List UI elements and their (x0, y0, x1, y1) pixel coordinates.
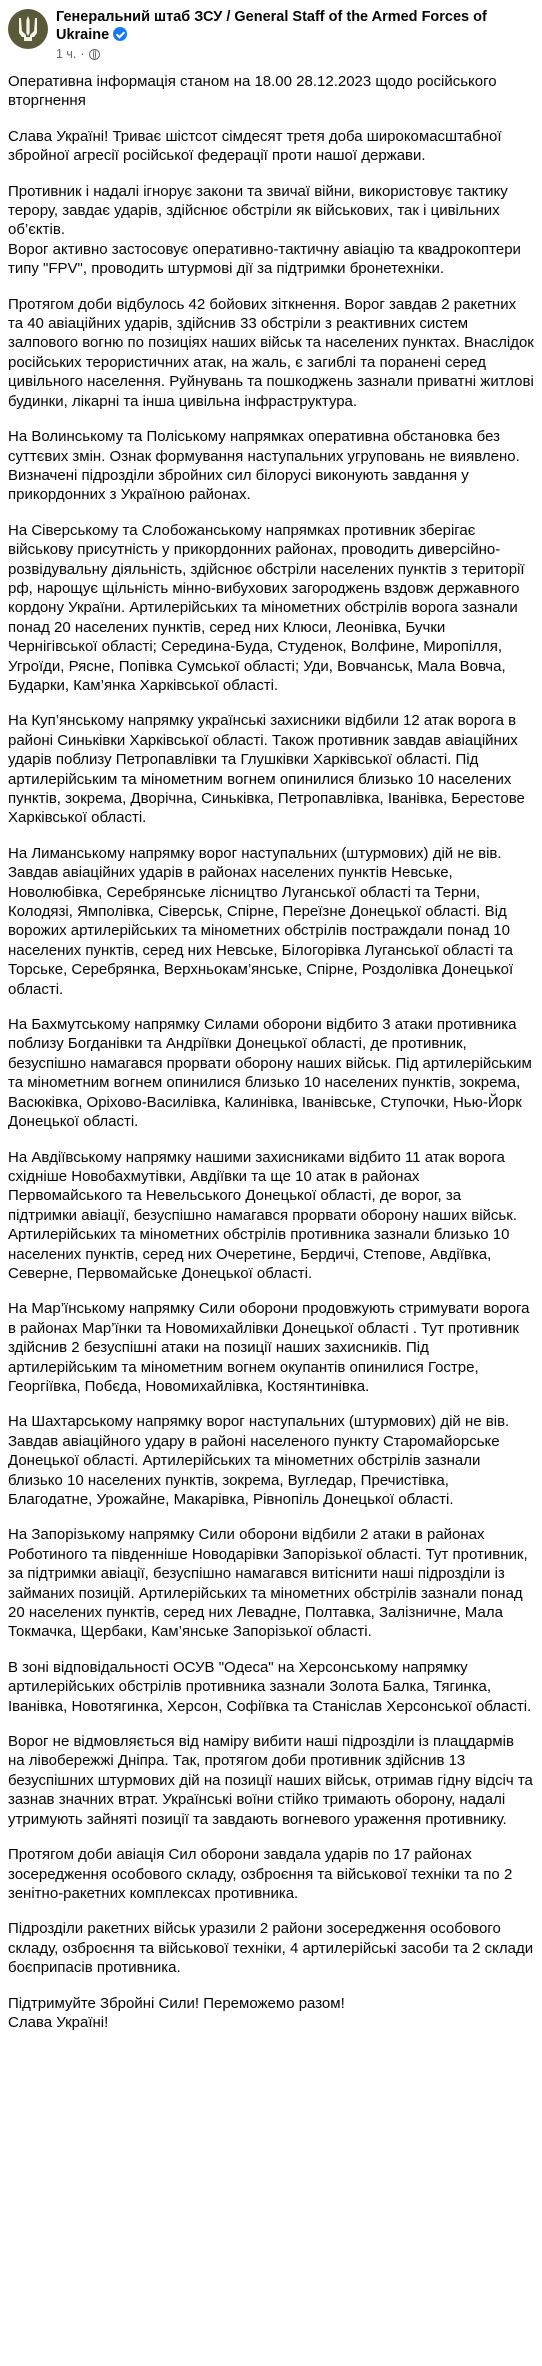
post-paragraph: В зоні відповідальності ОСУВ "Одеса" на Херсонському напрямку артилерійських обстрілів противника зазнали Золота Балка, Тягинка, Іванівка, Новотягинка, Херсон, Софіївка та Станіслав Херсонської області. (8, 1658, 532, 1715)
post-paragraph: На Бахмутському напрямку Силами оборони відбито 3 атаки противника поблизу Богданівки та Андріївки Донецької області, де противник, безуспішно намагався прорвати оборону наших військ. Під артилерійським та мінометним вогнем опинилися близько 10 населених пунктів, зокрема, Васюківка, Оріхово-Василівка, Калинівка, Іванівське, Ступочки, Нью-Йорк Донецької області. (8, 1016, 532, 1131)
post-paragraph: Противник і надалі ігнорує закони та звичаї війни, використовує тактику терору, завдає ударів, здійснює обстріли як військових, так і цивільних об’єктів. Ворог активно застосовує оперативно-тактичну авіацію та квадрокоптери типу "FPV", проводить штурмові дії за підтримки бронетехніки. (8, 182, 521, 278)
post-paragraph: На Куп’янському напрямку українські захисники відбили 12 атак ворога в районі Синьківки Харківської області. Також противник завдав авіаційних ударів поблизу Петропавлівки та Глушківки Харківської області. Під артилерійським та мінометним вогнем опинилися близько 10 населених пунктів, зокрема, Дворічна, Синьківка, Петропавлівка, Іванівка, Берестове Харківської області. (8, 712, 525, 827)
post-paragraph: Підтримуйте Збройні Сили! Переможемо разом! Слава Україні! (8, 1994, 345, 2031)
post-meta (56, 46, 534, 62)
post-paragraph: Ворог не відмовляється від наміру вибити наші підрозділи із плацдармів на лівобережжі Дніпра. Так, протягом доби противник здійснив 13 безуспішних штурмових дій на позиції наших військ, отримав гідну відсіч та зазнав значних втрат. Українські воїни стійко тримають оборону, надалі утримують зайняті позиції та завдають вогневого ураження противнику. (8, 1733, 533, 1828)
page-avatar[interactable] (8, 9, 48, 49)
post-paragraph: Підрозділи ракетних військ уразили 2 райони зосередження особового складу, озброєння та військової техніки, 4 артилерійські засоби та 2 склади боєприпасів противника. (8, 1920, 534, 1977)
post-paragraph: Протягом доби авіація Сил оборони завдала ударів по 17 районах зосередження особового складу, озброєння та військової техніки та по 2 зенітно-ракетних комплексах противника. (8, 1846, 513, 1902)
post-time[interactable]: 1 ч. (56, 47, 77, 61)
page-name[interactable]: Генеральний штаб ЗСУ / General Staff of the Armed Forces of Ukraine (56, 9, 487, 43)
post-body (8, 72, 534, 2032)
post-paragraph: На Запорізькому напрямку Сили оборони відбили 2 атаки в районах Роботиного та південніше Новодарівки Запорізької області. Тут противник, за підтримки авіації, безуспішно намагався витіснити наші підрозділи із займаних позицій. Артилерійських та мінометних обстрілів зазнали понад 20 населених пунктів, серед них Левадне, Полтавка, Залізничне, Мала Токмачка, Щербаки, Кам’янське Запорізької області. (8, 1526, 528, 1641)
post-paragraph: На Авдіївському напрямку нашими захисниками відбито 11 атак ворога східніше Новобахмутівки, Авдіївки та ще 10 атак в районах Первомайського та Невельського Донецької області, де ворог, за підтримки авіації, безуспішно намагався прорвати оборону наших військ. Артилерійських та мінометних обстрілів противника зазнали близько 10 населених пунктів, серед них Очеретине, Бердичі, Степове, Авдіївка, Северне, Первомайське Донецької області. (8, 1148, 517, 1282)
post-paragraph: На Лиманському напрямку ворог наступальних (штурмових) дій не вів. Завдав авіаційних ударів в районах населених пунктів Невське, Новолюбівка, Серебрянське лісництво Луганської області та Терни, Колодязі, Ямполівка, Сіверськ, Спірне, Переїзне Донецької області. Від ворожих артилерійських та мінометних обстрілів постраждали понад 10 населених пунктів, серед них Невське, Білогорівка Луганської області та Торське, Серебрянка, Верхньокам’янське, Спірне, Роздолівка Донецької області. (8, 844, 514, 998)
post-paragraph: На Волинському та Поліському напрямках оперативна обстановка без суттєвих змін. Ознак формування наступальних угруповань не виявлено. Визначені підрозділи збройних сил білорусі виконують завдання у прикордонних з Україною районах. (8, 428, 520, 504)
post-paragraph: На Сіверському та Слобожанському напрямках противник зберігає військову присутність у прикордонних районах, проводить диверсійно-розвідувальну діяльність, здійснює обстріли населених пунктів з території рф, нарощує щільність мінно-вибухових загороджень вздовж державного кордону України. Артилерійських та мінометних обстрілів ворога зазнали понад 20 населених пунктів, серед них Клюси, Леонівка, Бучки Чернігівської області; Середина-Буда, Студенок, Волфине, Миропілля, Угроїди, Рясне, Попівка Сумської області; Уди, Вовчанськ, Мала Вовча, Бударки, Кам’янка Харківської області. (8, 521, 525, 694)
post-paragraph: На Шахтарському напрямку ворог наступальних (штурмових) дій не вів. Завдав авіаційного удару в районі населеного пункту Старомайорське Донецької області. Артилерійських та мінометних обстрілів зазнали близько 10 населених пунктів, зокрема, Вугледар, Пречистівка, Благодатне, Урожайне, Макарівка, Рівнопіль Донецької області. (8, 1413, 510, 1508)
post-paragraph: На Мар’їнському напрямку Сили оборони продовжують стримувати ворога в районах Мар’їнки та Новомихайлівки Донецької області . Тут противник здійснив 2 безуспішні атаки на позиції наших захисників. Під артилерійським та мінометним вогнем окупантів опинилися Гостре, Георгіївка, Побєда, Новомихайлівка, Костянтинівка. (8, 1300, 530, 1395)
post-paragraph: Протягом доби відбулось 42 бойових зіткнення. Ворог завдав 2 ракетних та 40 авіаційних ударів, здійснив 33 обстріли з реактивних систем залпового вогню по позиціях наших військ та населених пунктах. Внаслідок російських терористичних атак, на жаль, є загиблі та поранені серед цивільного населення. Руйнувань та пошкоджень зазнали приватні житлові будинки, лікарні та інша цивільна інфраструктура. (8, 295, 534, 410)
post-paragraph: Оперативна інформація станом на 18.00 28.12.2023 щодо російського вторгнення (8, 73, 497, 110)
post-paragraph: Слава Україні! Триває шістсот сімдесят третя доба широкомасштабної збройної агресії російської федерації проти нашої держави. (8, 127, 502, 165)
meta-separator: · (80, 47, 85, 61)
verified-badge-icon (113, 27, 127, 41)
post-header (8, 8, 534, 62)
globe-icon[interactable] (89, 49, 100, 60)
trident-emblem-icon (17, 15, 39, 43)
